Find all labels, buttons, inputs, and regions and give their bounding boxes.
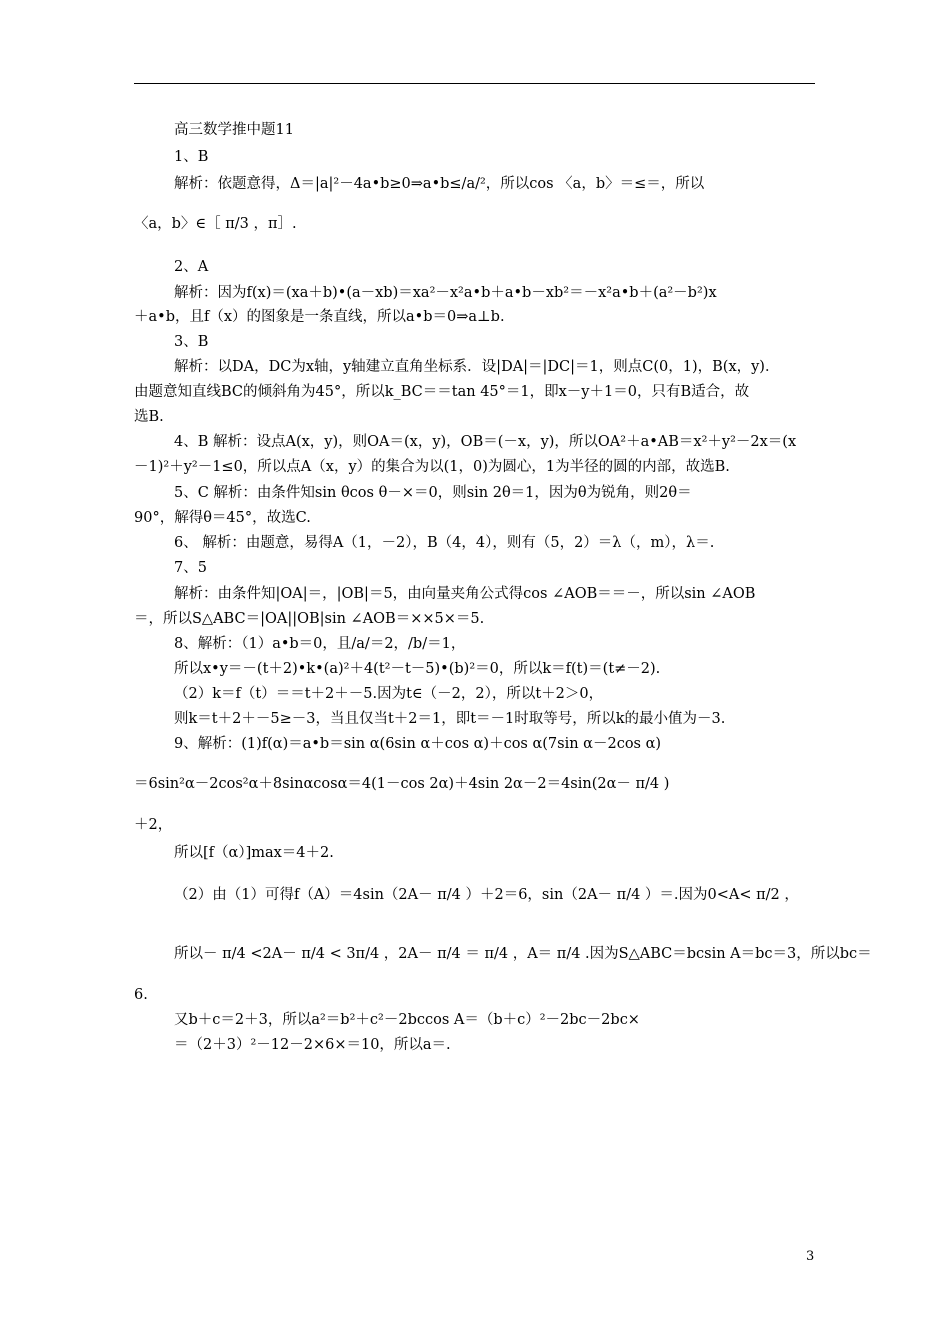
solution-6-line: 6、 解析：由题意，易得A（1，－2），B（4，4），则有（5，2）＝λ（，m），λ＝. [174, 535, 715, 551]
solution-9-line: ＝6sin²α－2cos²α＋8sinαcosα＝4(1－cos 2α)＋4sin 2α－2＝4sin(2α－ π/4 ) [134, 776, 670, 792]
solution-8-line: （2）k＝f（t）＝＝t＋2＋－5.因为t∈（－2，2），所以t＋2＞0， [174, 686, 604, 702]
solution-3-line: 选B. [134, 409, 164, 425]
solution-9-line: 9、解析：(1)f(α)＝a•b＝sin α(6sin α＋cos α)＋cos α(7sin α－2cos α) [174, 736, 662, 752]
solution-1-line: 解析：依题意得，Δ＝|a|²－4a•b≥0⇒a•b≤/a/²，所以cos 〈a，b〉＝≤＝，所以 [174, 176, 705, 192]
solution-8-line: 8、解析：（1）a•b＝0，且/a/＝2，/b/＝1， [174, 636, 466, 652]
answer-2: 2、A [174, 259, 209, 275]
solution-7-line: 解析：由条件知|OA|＝，|OB|＝5，由向量夹角公式得cos ∠AOB＝＝－，所以sin ∠AOB [174, 586, 756, 602]
solution-8-line: 则k＝t＋2＋－5≥－3，当且仅当t＋2＝1，即t＝－1时取等号，所以k的最小值为－3. [174, 711, 726, 727]
solution-7-line: ＝，所以S△ABC＝|OA||OB|sin ∠AOB＝××5×＝5. [134, 611, 485, 627]
answer-1: 1、B [174, 149, 209, 165]
solution-9-line: （2）由（1）可得f（A）＝4sin（2A－ π/4 ）＋2＝6，sin（2A－ π/4 ）＝.因为0<A< π/2 ， [174, 887, 799, 903]
solution-9-line: ＋2， [134, 817, 173, 833]
solution-5-line: 90°，解得θ＝45°，故选C. [134, 510, 311, 526]
solution-2-line: 解析：因为f(x)＝(xa＋b)•(a－xb)＝xa²－x²a•b＋a•b－xb²＝－x²a•b＋(a²－b²)x [174, 285, 717, 301]
solution-5-line: 5、C 解析：由条件知sin θcos θ－×＝0，则sin 2θ＝1，因为θ为锐角，则2θ＝ [174, 485, 692, 501]
solution-4-line: 4、B 解析：设点A(x，y)，则OA＝(x，y)，OB＝(－x，y)，所以OA²＋a•AB＝x²＋y²－2x＝(x [174, 434, 797, 450]
solution-9-line: ＝（2＋3）²－12－2×6×＝10，所以a＝. [174, 1037, 451, 1053]
answer-3: 3、B [174, 334, 209, 350]
solution-9-line: 所以[f（α）]max＝4＋2. [174, 845, 334, 861]
solution-3-line: 解析：以DA，DC为x轴，y轴建立直角坐标系．设|DA|＝|DC|＝1，则点C(0，1)，B(x，y)． [174, 359, 780, 375]
solution-3-line: 由题意知直线BC的倾斜角为45°，所以k_BC＝＝tan 45°＝1，即x－y＋1＝0，只有B适合，故 [134, 384, 750, 400]
header-rule [134, 83, 815, 84]
solution-4-line: －1)²＋y²－1≤0，所以点A（x，y）的集合为以(1，0)为圆心，1为半径的圆的内部，故选B. [134, 459, 730, 475]
solution-1-line: 〈a，b〉∈［ π/3 ，π］. [134, 216, 297, 232]
answer-7: 7、5 [174, 560, 207, 576]
solution-8-line: 所以x•y＝－(t＋2)•k•(a)²＋4(t²－t－5)•(b)²＝0，所以k＝f(t)＝(t≠－2). [174, 661, 661, 677]
page-title: 高三数学推中题11 [174, 122, 294, 138]
solution-9-line: 6. [134, 987, 148, 1003]
solution-9-line: 又b＋c＝2＋3，所以a²＝b²＋c²－2bccos A＝（b＋c）²－2bc－2bc× [174, 1012, 640, 1028]
page-number: 3 [806, 1249, 815, 1264]
solution-2-line: ＋a•b，且f（x）的图象是一条直线，所以a•b＝0⇒a⊥b. [134, 309, 505, 325]
solution-9-line: 所以－ π/4 <2A－ π/4 < 3π/4 ，2A－ π/4 ＝ π/4 ，A＝ π/4 .因为S△ABC＝bcsin A＝bc＝3，所以bc＝ [174, 946, 872, 962]
